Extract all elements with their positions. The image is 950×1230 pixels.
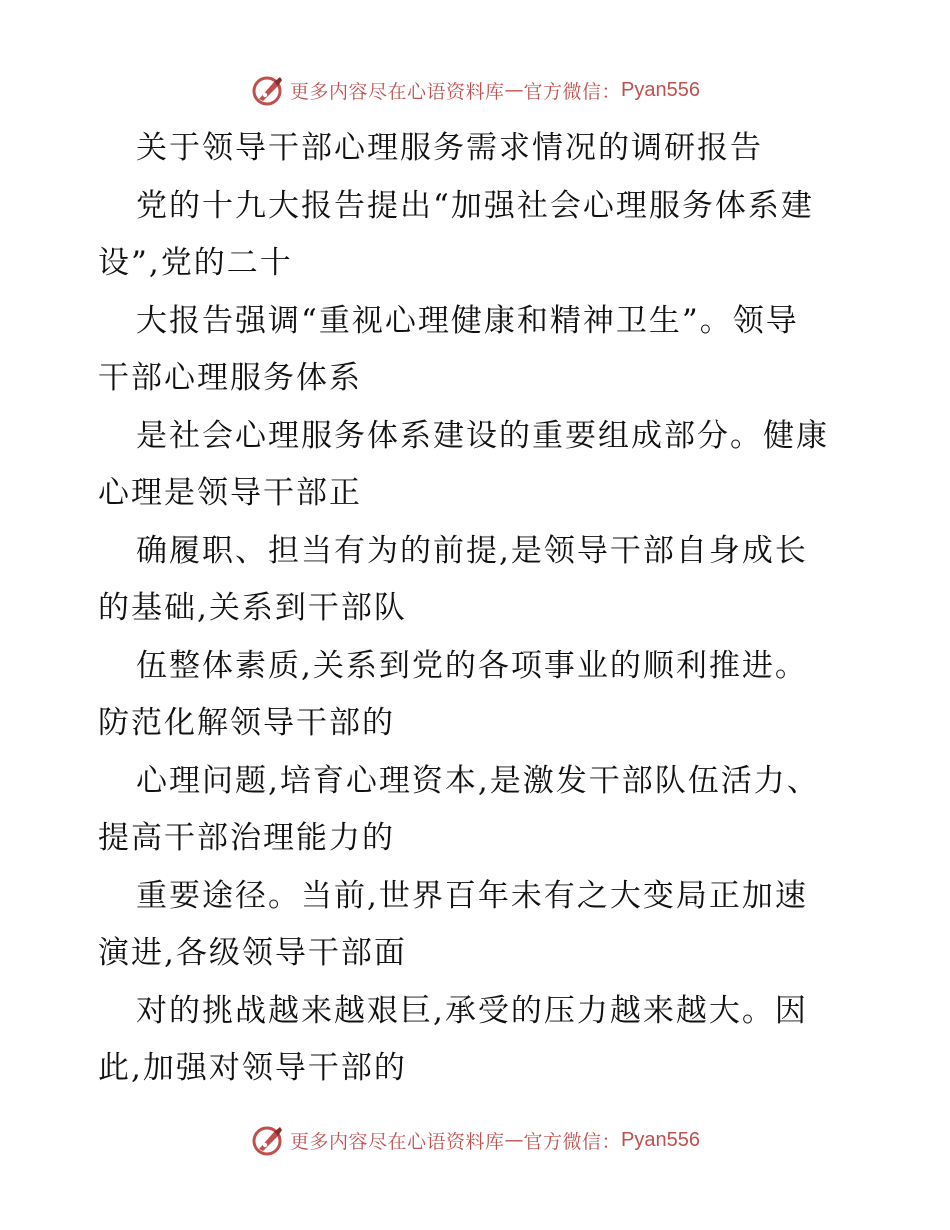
text-line: 大报告强调“重视心理健康和精神卫生”。领导 bbox=[136, 302, 799, 339]
text-line: 确履职、担当有为的前提,是领导干部自身成长 bbox=[136, 532, 808, 569]
text-line: 心理是领导干部正 bbox=[98, 475, 362, 511]
text-line: 防范化解领导干部的 bbox=[98, 705, 395, 741]
text-line: 此,加强对领导干部的 bbox=[98, 1050, 407, 1086]
text-line: 伍整体素质,关系到党的各项事业的顺利推进。 bbox=[136, 647, 808, 684]
text-line: 是社会心理服务体系建设的重要组成部分。健康 bbox=[136, 417, 829, 454]
banner-wechat-id: Pyan556 bbox=[621, 78, 700, 101]
header-banner bbox=[0, 70, 950, 110]
document-title: 关于领导干部心理服务需求情况的调研报告 bbox=[136, 130, 763, 166]
text-line: 党的十九大报告提出“加强社会心理服务体系建 bbox=[136, 187, 814, 224]
banner-text: 更多内容尽在心语资料库 bbox=[290, 1130, 505, 1153]
banner-wechat-label: 官方微信： bbox=[523, 1130, 622, 1153]
banner-wechat-id: Pyan556 bbox=[621, 1128, 700, 1151]
text-line: 重要途径。当前,世界百年未有之大变局正加速 bbox=[136, 877, 808, 914]
text-line: 提高干部治理能力的 bbox=[98, 820, 395, 856]
text-line: 心理问题,培育心理资本,是激发干部队伍活力、 bbox=[136, 762, 820, 799]
text-line: 干部心理服务体系 bbox=[98, 360, 362, 396]
text-line: 的基础,关系到干部队 bbox=[98, 590, 407, 626]
document-body bbox=[98, 120, 858, 1098]
footer-banner bbox=[0, 1120, 950, 1160]
banner-wechat-label: 官方微信： bbox=[523, 80, 622, 103]
banner-text: 更多内容尽在心语资料库 bbox=[290, 80, 505, 103]
text-line: 对的挑战越来越艰巨,承受的压力越来越大。因 bbox=[136, 992, 808, 1029]
banner-separator: — bbox=[504, 79, 524, 101]
text-line: 设”,党的二十 bbox=[98, 245, 293, 281]
text-line: 演进,各级领导干部面 bbox=[98, 935, 407, 971]
pen-nib-logo-icon bbox=[250, 73, 284, 107]
banner-separator: — bbox=[504, 1129, 524, 1151]
pen-nib-logo-icon bbox=[250, 1123, 284, 1157]
